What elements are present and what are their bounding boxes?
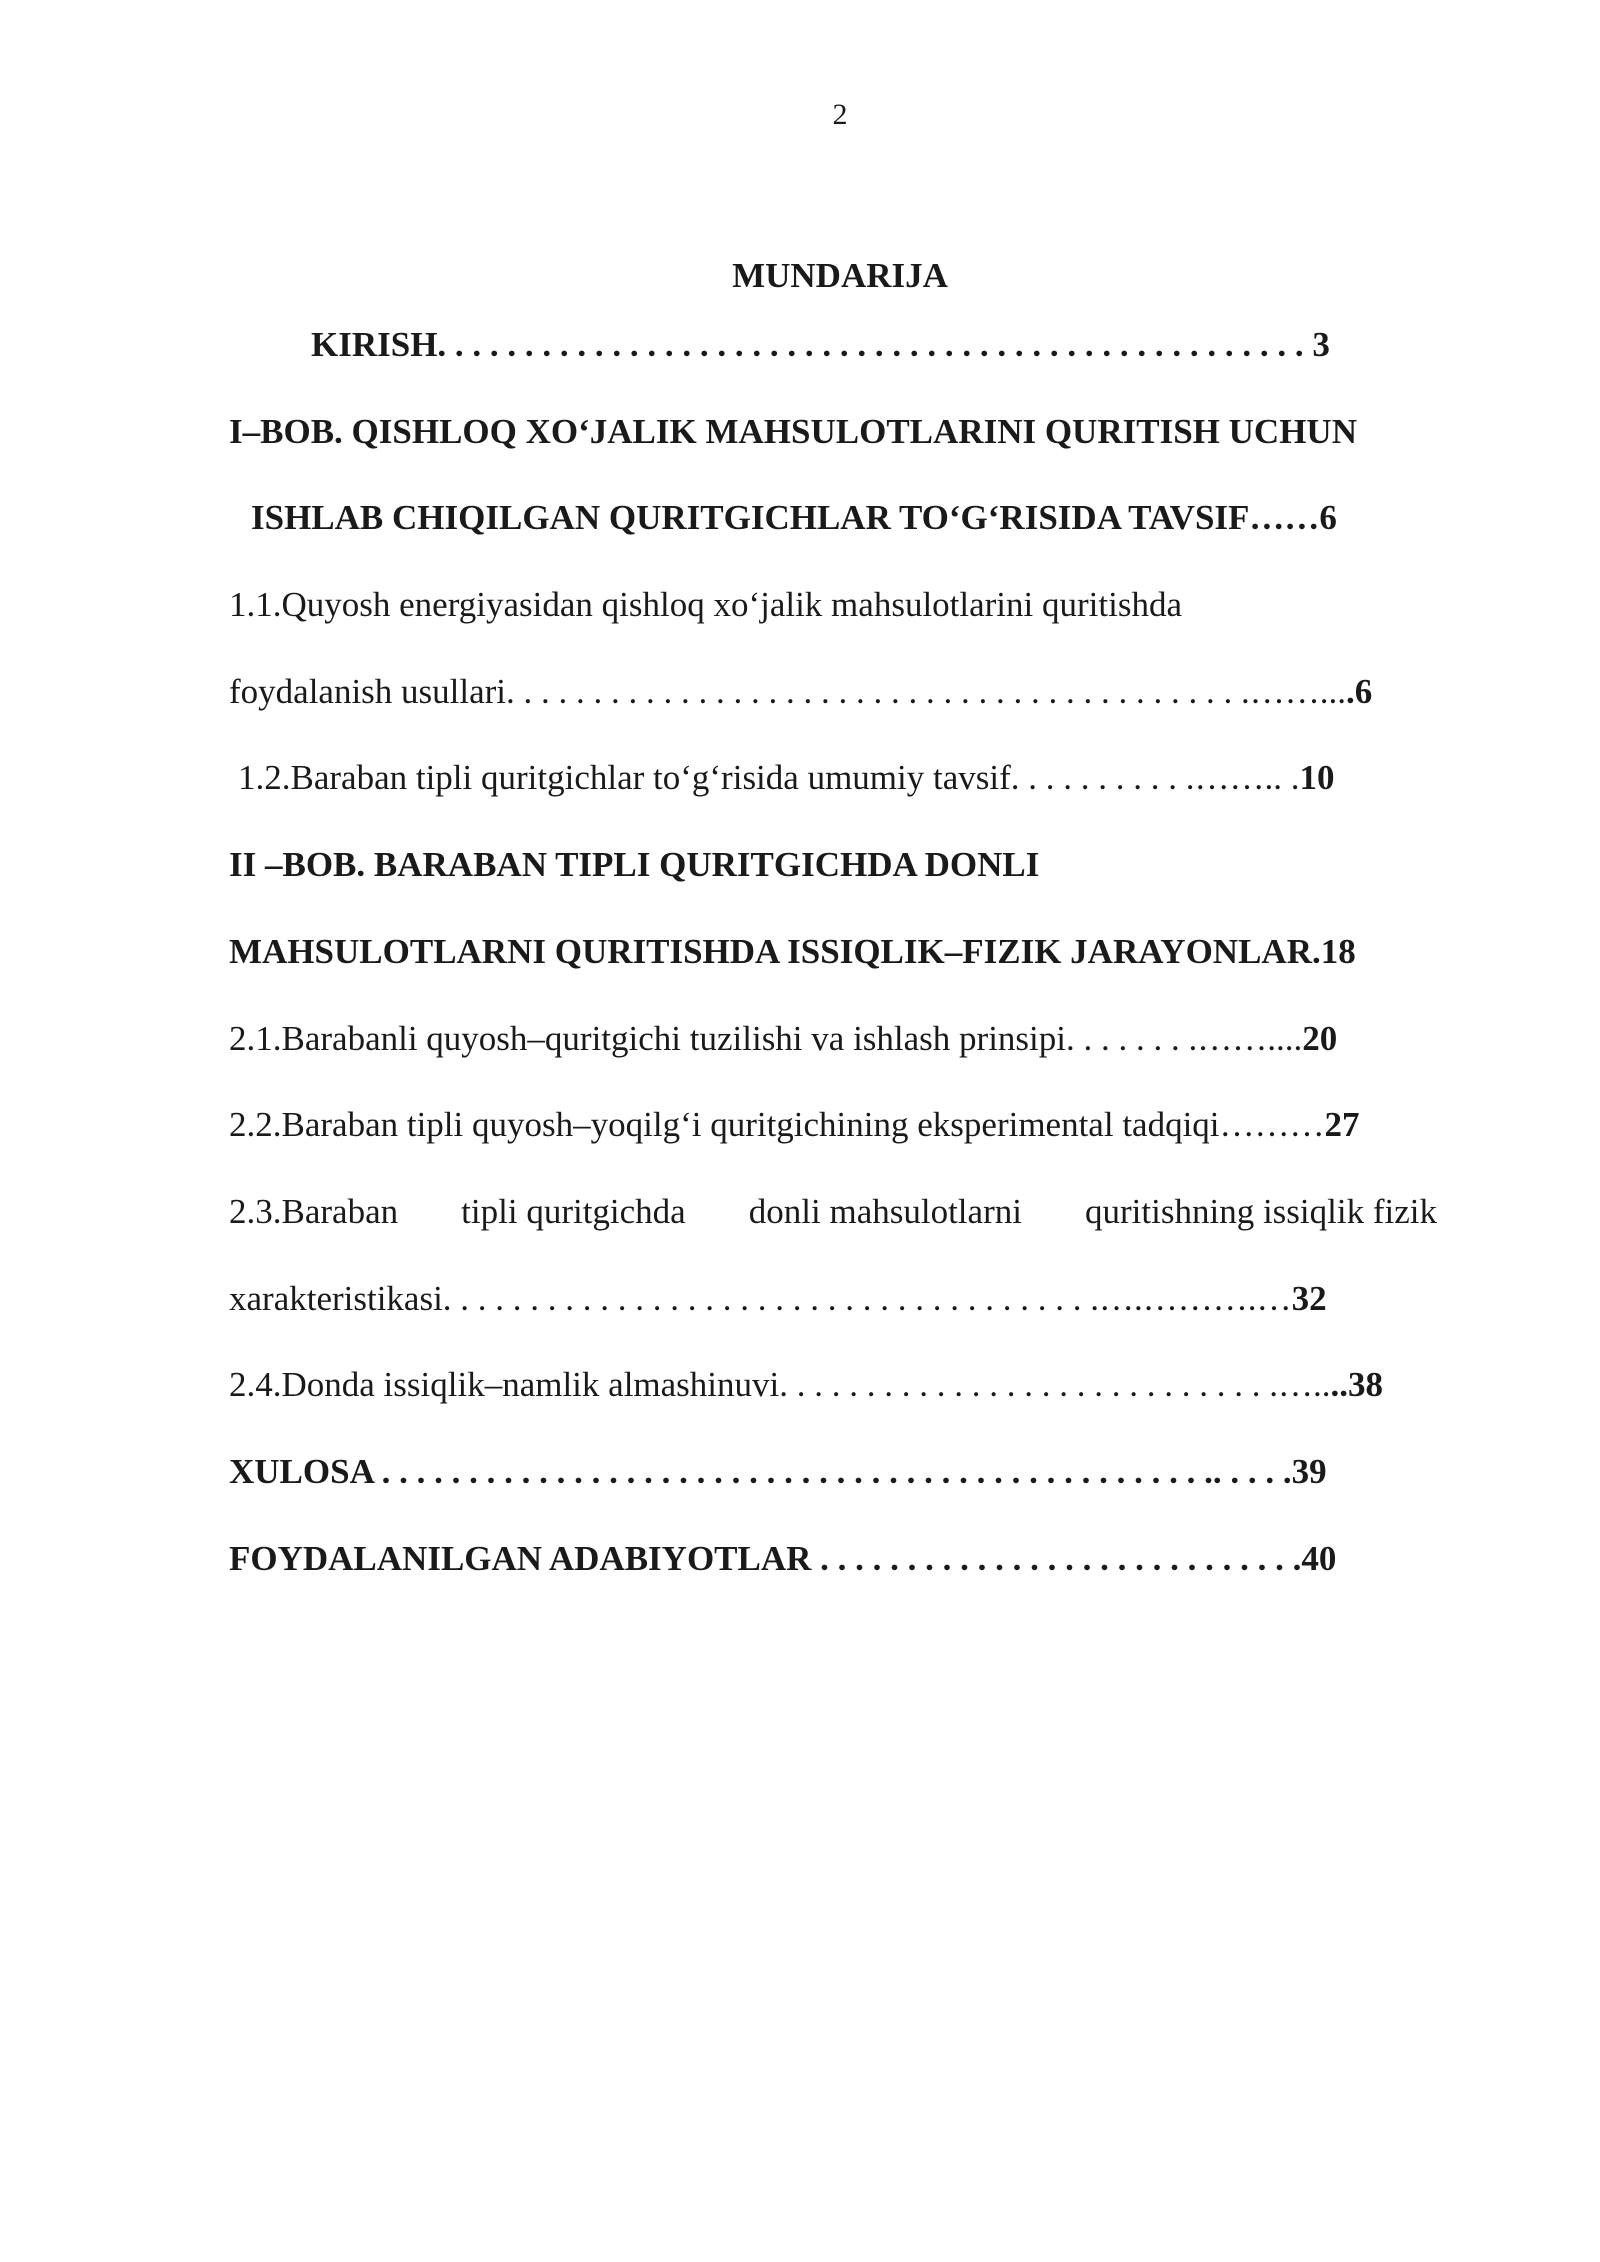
toc-entry-chapter2-line1: II –BOB. BARABAN TIPLI QURITGICHDA DONLI <box>229 845 1040 885</box>
toc-entry-kirish: KIRISH. . . . . . . . . . . . . . . . . . . . . . . . . . . . . . . . . . . . . . . . . . . . . . . . . . 3 <box>311 325 1330 364</box>
toc-entry-section-1-2-page: 10 <box>1299 758 1335 798</box>
toc-entry-section-2-2-page: 27 <box>1324 1105 1360 1145</box>
toc-word: tipli quritgichda <box>461 1191 686 1231</box>
toc-entry-section-1-1-text: foydalanish usullari. . . . . . . . . . . . . . . . . . . . . . . . . . . . . . . . . . . . . . . . . . .……... <box>229 671 1347 711</box>
toc-entry-section-1-2-text: 1.2.Baraban tipli quritgichlar to‘g‘risida umumiy tavsif. . . . . . . . . . .…….. . <box>238 758 1300 798</box>
toc-entry-section-2-2 <box>229 1098 1449 1185</box>
toc-entry-section-1-2 <box>229 751 1449 838</box>
toc-word: 2.3.Baraban <box>229 1191 399 1231</box>
toc-word: quritishning issiqlik fizik <box>1085 1191 1437 1231</box>
page-number: 2 <box>832 98 848 131</box>
toc-entry-xulosa: XULOSA . . . . . . . . . . . . . . . . . . . . . . . . . . . . . . . . . . . . . . . . . . . . . . . .. . . . .39 <box>229 1451 1327 1491</box>
toc-entry-section-2-4 <box>229 1358 1449 1445</box>
toc-entry-section-2-1-text: 2.1.Barabanli quyosh–quritgichi tuzilishi va ishlash prinsipi. . . . . . . .…….... <box>229 1018 1303 1058</box>
toc-entry-section-1-1-page: .6 <box>1346 671 1373 711</box>
toc-entry-section-2-2-text: 2.2.Baraban tipli quyosh–yoqilg‘i quritgichining eksperimental tadqiqi……… <box>229 1105 1325 1145</box>
toc-entry-chapter2-line2: MAHSULOTLARNI QURITISHDA ISSIQLIK–FIZIK JARAYONLAR.18 <box>229 931 1356 971</box>
toc-entry-section-2-3-line1 <box>229 1185 1437 1272</box>
toc-entry-section-2-3-page: 32 <box>1291 1278 1327 1318</box>
toc-entry-chapter1-line1: I–BOB. QISHLOQ XO‘JALIK MAHSULOTLARINI QURITISH UCHUN <box>229 411 1357 451</box>
table-of-contents <box>229 318 1449 1618</box>
toc-word: donli mahsulotlarni <box>748 1191 1022 1231</box>
toc-entry-section-2-3-line2 <box>229 1272 1449 1359</box>
toc-entry-section-2-1-page: 20 <box>1302 1018 1338 1058</box>
toc-entry-section-2-3-text: xarakteristikasi. . . . . . . . . . . . . . . . . . . . . . . . . . . . . . . . . . . . . .….……….… <box>229 1278 1292 1318</box>
toc-entry-section-2-1 <box>229 1012 1449 1099</box>
toc-entry-section-2-4-page: ..38 <box>1330 1365 1383 1405</box>
toc-entry-adabiyotlar: FOYDALANILGAN ADABIYOTLAR . . . . . . . . . . . . . . . . . . . . . . . . . . . .40 <box>229 1538 1337 1578</box>
toc-entry-chapter1-line2: ISHLAB CHIQILGAN QURITGICHLAR TO‘G‘RISIDA TAVSIF……6 <box>251 498 1337 538</box>
toc-entry-section-1-1-line1: 1.1.Quyosh energiyasidan qishloq xo‘jalik mahsulotlarini quritishda <box>229 585 1182 625</box>
toc-entry-section-1-1-line2 <box>229 665 1449 752</box>
toc-title: MUNDARIJA <box>732 256 948 295</box>
toc-entry-section-2-4-text: 2.4.Donda issiqlik–namlik almashinuvi. . . . . . . . . . . . . . . . . . . . . . . . . . . . .….. <box>229 1365 1331 1405</box>
